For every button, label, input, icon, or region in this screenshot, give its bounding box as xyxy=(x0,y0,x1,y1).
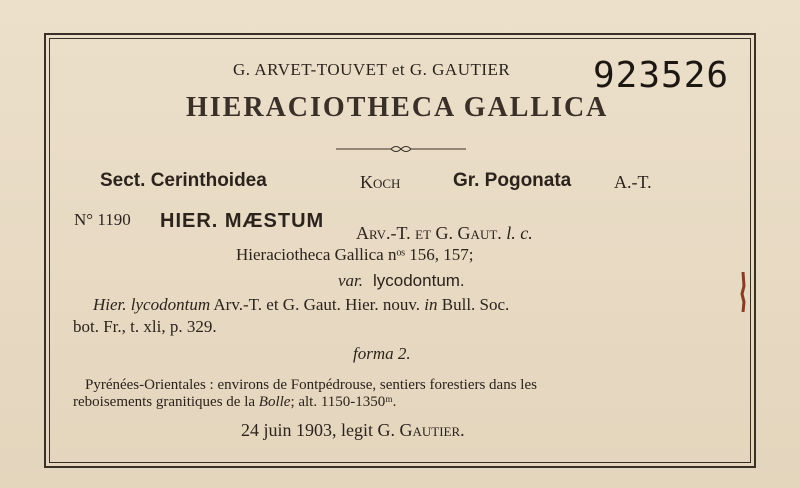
forma-line: forma 2. xyxy=(353,344,411,363)
citation-in: in xyxy=(424,295,438,314)
citation-line-2: bot. Fr., t. xli, p. 329. xyxy=(73,317,217,336)
citation-genus: Hier. lycodontum xyxy=(93,295,211,314)
collection-date: 24 juin 1903, legit G. xyxy=(241,420,400,440)
species-name: HIER. MÆSTUM xyxy=(160,210,325,232)
citation-end: Bull. Soc. xyxy=(437,295,510,314)
collection-date-line xyxy=(241,420,465,441)
locality-line-2 xyxy=(73,394,396,411)
group-author: A.-T. xyxy=(614,172,652,192)
ornament-divider xyxy=(336,144,466,154)
locality-italic: Bolle xyxy=(258,394,291,410)
collection-title: HIERACIOTHECA GALLICA xyxy=(186,92,609,123)
species-author: Arv.-T. et G. Gaut. xyxy=(356,223,502,243)
locality-text-b: ; alt. 1150-1350ᵐ. xyxy=(290,394,397,410)
section-name: Sect. Cerinthoidea xyxy=(100,170,267,191)
citation-line-1 xyxy=(93,295,509,315)
authors-line: G. ARVET-TOUVET et G. GAUTIER xyxy=(233,60,511,79)
species-author-note: l. c. xyxy=(506,223,533,243)
rust-pin-mark xyxy=(738,272,748,312)
section-author: Koch xyxy=(360,172,401,192)
variety-label: var. xyxy=(338,271,364,290)
species-author-line xyxy=(356,223,533,244)
variety-name: lycodontum. xyxy=(373,271,465,290)
citation-rest: Arv.-T. et G. Gaut. Hier. nouv. xyxy=(210,295,425,314)
specimen-number: 923526 xyxy=(593,55,730,96)
locality-line-1: Pyrénées-Orientales : environs de Fontpédrouse, sentiers forestiers dans les xyxy=(85,377,537,393)
reference-line: Hieraciotheca Gallica nᵒˢ 156, 157; xyxy=(236,245,474,264)
collector-name: Gautier. xyxy=(399,420,465,440)
group-name: Gr. Pogonata xyxy=(453,170,572,191)
entry-number: N° 1190 xyxy=(74,210,131,229)
locality-text-a: reboisements granitiques de la xyxy=(73,394,259,410)
